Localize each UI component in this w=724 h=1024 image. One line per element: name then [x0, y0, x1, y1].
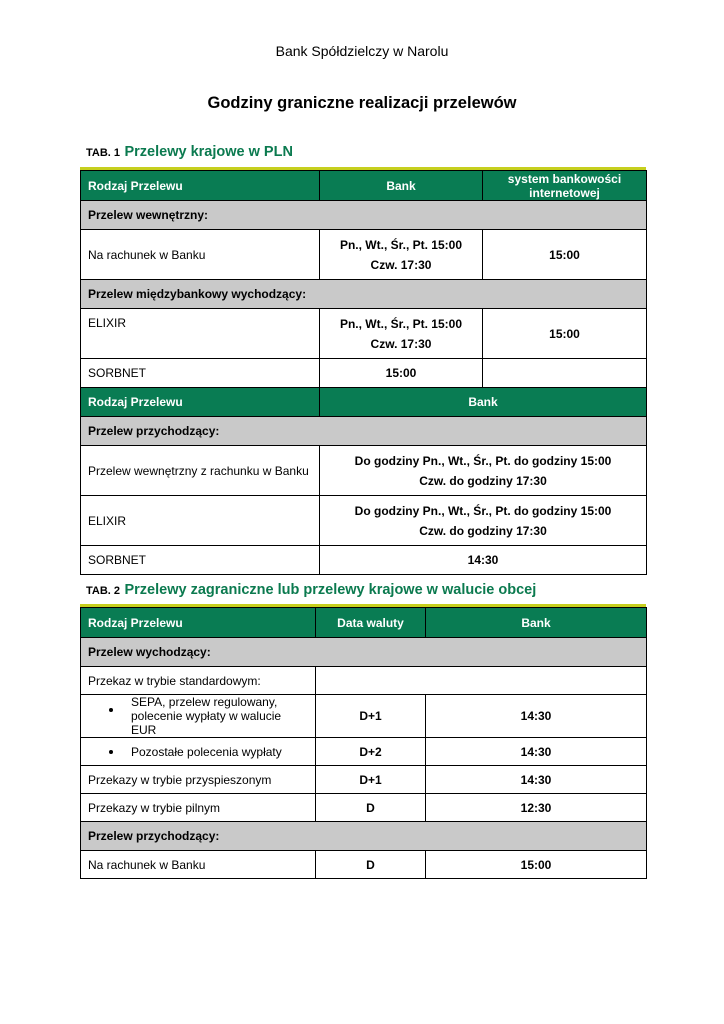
row-bank-hours: 15:00 [320, 359, 483, 388]
row-type [81, 695, 316, 738]
tab1-label: TAB. 1 [86, 147, 121, 159]
row-type: Na rachunek w Banku [81, 851, 316, 879]
col-header-type: Rodzaj Przelewu [81, 388, 320, 417]
row-bank-hours: 14:30 [320, 546, 647, 575]
col-header-date: Data waluty [316, 608, 426, 638]
col-header-internet: system bankowości internetowej [483, 171, 647, 201]
row-type [81, 738, 316, 766]
section-row [81, 822, 647, 851]
section-internal: Przelew wewnętrzny: [81, 201, 647, 230]
section-incoming: Przelew przychodzący: [81, 822, 647, 851]
row-bank-hours [320, 446, 647, 496]
row-type-text: SEPA, przelew regulowany, polecenie wypłaty w walucie EUR [131, 695, 282, 737]
row-internet-hours: 15:00 [483, 230, 647, 280]
row-type: Przekaz w trybie standardowym: [81, 667, 316, 695]
bank-hours-line2: Czw. do godziny 17:30 [419, 523, 547, 538]
table-row [81, 446, 647, 496]
col-header-bank: Bank [426, 608, 647, 638]
row-bank-hours: 14:30 [426, 766, 647, 794]
col-header-bank: Bank [320, 388, 647, 417]
bank-hours-line2: Czw. do godziny 17:30 [419, 473, 547, 488]
row-type: ELIXIR [81, 496, 320, 546]
table-header-row [81, 171, 647, 201]
table-row [81, 496, 647, 546]
section-row [81, 417, 647, 446]
bank-hours-line1: Pn., Wt., Śr., Pt. 15:00 [339, 237, 463, 252]
tab1-title: Przelewy krajowe w PLN [124, 144, 293, 160]
tab2-heading [86, 581, 536, 599]
table-header-row [81, 608, 647, 638]
row-type: SORBNET [81, 359, 320, 388]
bank-name: Bank Spółdzielczy w Narolu [275, 43, 449, 59]
row-value-date: D [316, 851, 426, 879]
bank-hours-line1: Pn., Wt., Śr., Pt. 15:00 [339, 316, 463, 331]
bullet-icon [109, 750, 113, 754]
tab1-heading [86, 143, 293, 161]
domestic-transfers-table [80, 170, 647, 575]
tab2-title: Przelewy zagraniczne lub przelewy krajowe w walucie obcej [124, 582, 537, 598]
row-value-date: D [316, 794, 426, 822]
table-row [81, 738, 647, 766]
section-row [81, 638, 647, 667]
row-type-text: Pozostałe polecenia wypłaty [131, 744, 282, 759]
table-row [81, 546, 647, 575]
row-type: ELIXIR [81, 309, 320, 359]
row-value-date: D+2 [316, 738, 426, 766]
row-value-date: D+1 [316, 766, 426, 794]
table-row [81, 667, 647, 695]
row-internet-hours: 15:00 [483, 309, 647, 359]
table-row [81, 851, 647, 879]
row-bank-hours [320, 309, 483, 359]
row-type: Przekazy w trybie pilnym [81, 794, 316, 822]
bank-hours-line1: Do godziny Pn., Wt., Śr., Pt. do godziny 15:00 [354, 453, 612, 468]
foreign-transfers-table [80, 607, 647, 879]
row-internet-hours [483, 359, 647, 388]
table-row [81, 766, 647, 794]
row-bank-hours [320, 496, 647, 546]
bank-hours-line2: Czw. 17:30 [370, 257, 432, 272]
bullet-icon [109, 708, 113, 712]
table-row [81, 794, 647, 822]
section-incoming: Przelew przychodzący: [81, 417, 647, 446]
col-header-type: Rodzaj Przelewu [81, 608, 316, 638]
row-bank-hours: 15:00 [426, 851, 647, 879]
section-interbank: Przelew międzybankowy wychodzący: [81, 280, 647, 309]
section-row [81, 280, 647, 309]
table-row [81, 309, 647, 359]
table-row [81, 695, 647, 738]
table-header-row [81, 388, 647, 417]
row-type: SORBNET [81, 546, 320, 575]
bank-hours-line1: Do godziny Pn., Wt., Śr., Pt. do godziny 15:00 [354, 503, 612, 518]
row-bank-hours: 14:30 [426, 695, 647, 738]
section-outgoing: Przelew wychodzący: [81, 638, 647, 667]
row-bank-hours: 12:30 [426, 794, 647, 822]
tab2-label: TAB. 2 [86, 585, 121, 597]
row-type: Przekazy w trybie przyspieszonym [81, 766, 316, 794]
row-bank-hours [320, 230, 483, 280]
row-value-date: D+1 [316, 695, 426, 738]
section-row [81, 201, 647, 230]
table-row [81, 359, 647, 388]
bank-hours-line2: Czw. 17:30 [370, 336, 432, 351]
page-title: Godziny graniczne realizacji przelewów [207, 94, 517, 112]
row-type: Na rachunek w Banku [81, 230, 320, 280]
col-header-type: Rodzaj Przelewu [81, 171, 320, 201]
row-empty [316, 667, 647, 695]
table-row [81, 230, 647, 280]
col-header-bank: Bank [320, 171, 483, 201]
row-bank-hours: 14:30 [426, 738, 647, 766]
row-type: Przelew wewnętrzny z rachunku w Banku [81, 446, 320, 496]
